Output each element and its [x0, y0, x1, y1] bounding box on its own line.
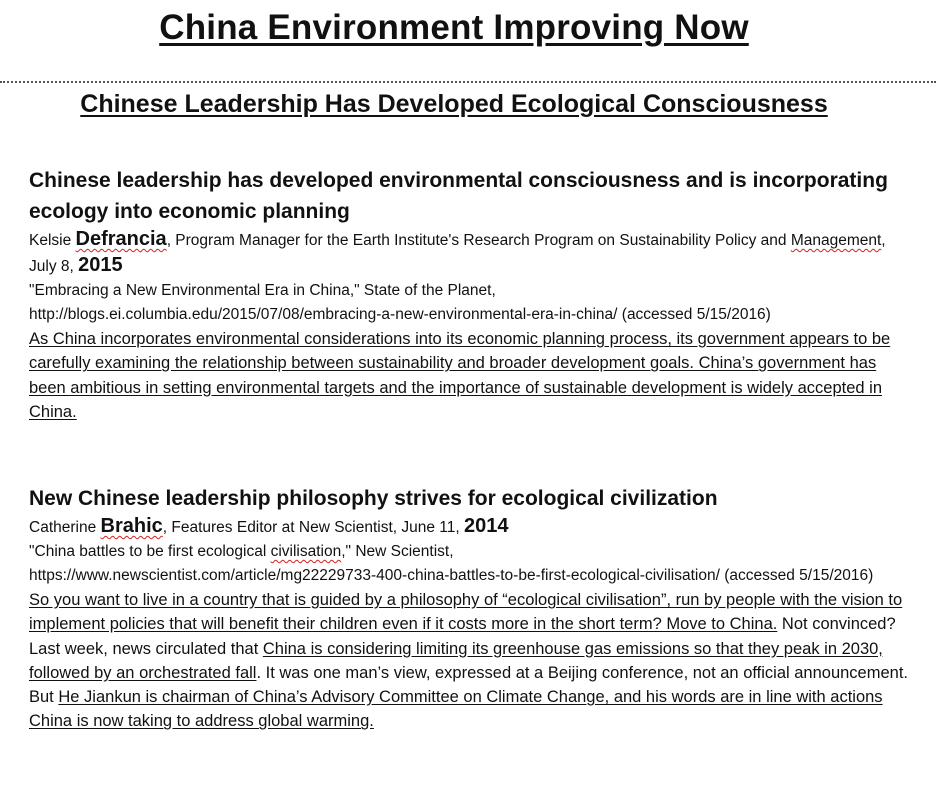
citation [29, 514, 909, 540]
evidence-text [29, 327, 909, 424]
evidence-underlined-2: ”, run by people with the vision to implement policies that will benefit their children even if it costs more in the short term? Move to China. [29, 591, 903, 634]
citation [29, 227, 909, 279]
section-subtitle: Chinese Leadership Has Developed Ecological Consciousness [80, 90, 828, 118]
author-last-name: Brahic [100, 515, 163, 537]
citation-year: 2014 [464, 515, 509, 537]
evidence-underlined-4: He [58, 688, 85, 707]
evidence-flagged-word: civilisation [585, 591, 661, 609]
dotted-divider [0, 81, 936, 83]
qualifications-flagged-word: Management [790, 232, 882, 249]
evidence-card-1 [29, 165, 909, 424]
article-url: http://blogs.ei.columbia.edu/2015/07/08/embracing-a-new-environmental-era-in-china/ (accessed 5/15/2016) [29, 306, 771, 323]
evidence-card-2 [29, 483, 909, 734]
article-title: "Embracing a New Environmental Era in China," State of the Planet, [29, 282, 496, 299]
card-tag: Chinese leadership has developed environmental consciousness and is incorporating ecology into economic planning [29, 169, 888, 223]
evidence-flagged-name: Jiankun [84, 688, 141, 707]
article-url: https://www.newscientist.com/article/mg22229733-400-china-battles-to-be-first-ecological-civilisation/ (accessed 5/15/2016) [29, 567, 874, 584]
evidence-underlined-3: China is considering limiting its greenhouse gas emissions so that they peak in 2030, followed by an orchestrated fall [29, 639, 883, 682]
evidence-plain-1: Not convinced? Last week, news circulated that [29, 615, 896, 658]
evidence-plain-2: . It was one man’s view, expressed at a Beijing conference, not an official announcement. But [29, 663, 909, 707]
author-last-name: Defrancia [75, 228, 167, 250]
author-first-name: Catherine [29, 519, 101, 536]
evidence-underlined-1: So you want to live in a country that is guided by a philosophy of “ecological [29, 591, 586, 609]
evidence-underlined-5: is chairman of China’s Advisory Committee on Climate Change, and his words are in line with actions China is now taking to address global warming. [29, 688, 883, 731]
article-title [29, 540, 909, 564]
author-qualifications: , Program Manager for the Earth Institute's Research Program on Sustainability Policy and [166, 232, 791, 249]
article-title-end: ," New Scientist, [341, 543, 454, 560]
article-title-start: "China battles to be first ecological [29, 543, 271, 560]
article-title-flagged-word: civilisation [270, 543, 342, 560]
evidence-underlined: As China incorporates environmental considerations into its economic planning process, its government appears to be carefully examining the relationship between sustainability and broader development goals. China’s government has been ambitious in setting environmental targets and the importance of sustainable development is widely accepted in China. [29, 330, 891, 421]
card-tag: New Chinese leadership philosophy strives for ecological civilization [29, 487, 718, 510]
citation-year: 2015 [78, 254, 123, 276]
author-qualifications: , Features Editor at New Scientist, June 11, [162, 519, 465, 536]
evidence-text [29, 588, 909, 734]
page-title: China Environment Improving Now [159, 8, 749, 47]
author-first-name: Kelsie [29, 232, 76, 249]
citation-date: , July 8, [29, 232, 886, 275]
